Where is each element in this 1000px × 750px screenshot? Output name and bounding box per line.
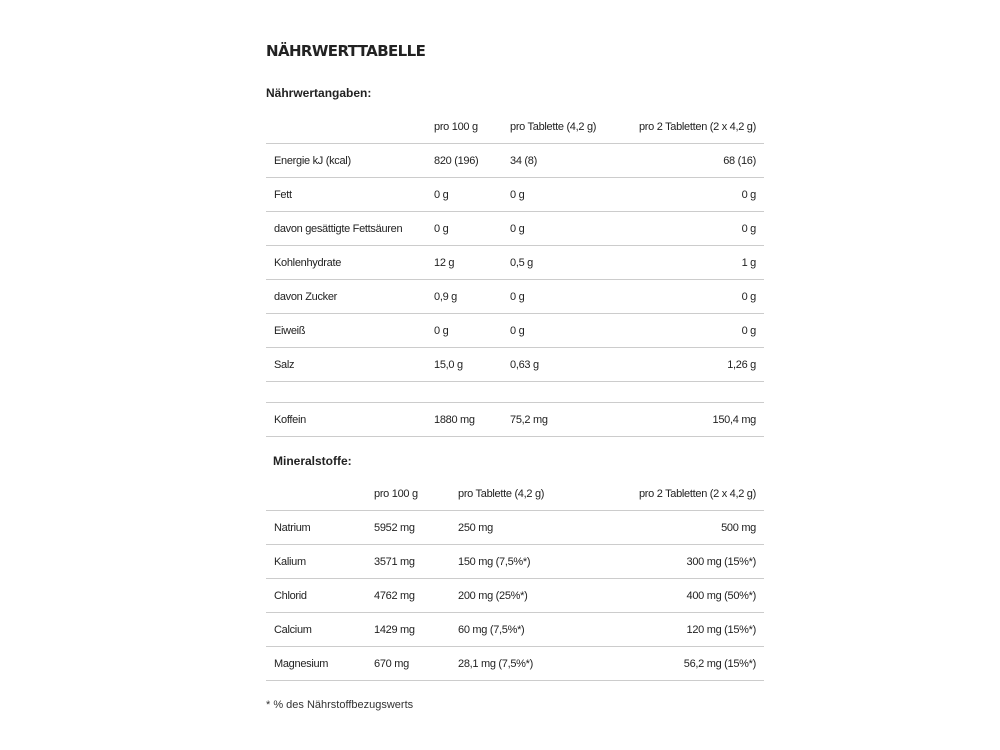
table-cell: 820 (196) — [426, 144, 502, 178]
table-row — [266, 314, 764, 348]
table-cell: 0 g — [618, 212, 764, 246]
table-cell: 300 mg (15%*) — [588, 545, 764, 579]
column-header: pro 100 g — [366, 477, 450, 511]
column-header: pro 2 Tabletten (2 x 4,2 g) — [618, 110, 764, 144]
table-cell: 56,2 mg (15%*) — [588, 647, 764, 681]
table-cell: 0,5 g — [502, 246, 618, 280]
table-cell: 4762 mg — [366, 579, 450, 613]
table-cell: 0 g — [502, 314, 618, 348]
column-header: pro Tablette (4,2 g) — [502, 110, 618, 144]
table-row — [266, 403, 764, 437]
table-row — [266, 545, 764, 579]
spacer-row — [266, 382, 764, 403]
table-cell: 0,9 g — [426, 280, 502, 314]
row-label: Energie kJ (kcal) — [266, 144, 426, 178]
table-cell: 0 g — [618, 178, 764, 212]
table-row — [266, 511, 764, 545]
footnote: * % des Nährstoffbezugswerts — [266, 699, 414, 711]
table-cell: 150,4 mg — [618, 403, 764, 437]
row-label: Natrium — [266, 511, 366, 545]
nutrition-table — [266, 110, 764, 437]
row-label: Kohlenhydrate — [266, 246, 426, 280]
table-cell: 12 g — [426, 246, 502, 280]
table-cell: 150 mg (7,5%*) — [450, 545, 588, 579]
table-cell: 120 mg (15%*) — [588, 613, 764, 647]
table-row — [266, 647, 764, 681]
table-row — [266, 348, 764, 382]
table-cell: 28,1 mg (7,5%*) — [450, 647, 588, 681]
table-cell: 0 g — [502, 212, 618, 246]
row-label: Magnesium — [266, 647, 366, 681]
table-row — [266, 144, 764, 178]
table-cell: 0 g — [502, 178, 618, 212]
column-header: pro 100 g — [426, 110, 502, 144]
table-cell: 60 mg (7,5%*) — [450, 613, 588, 647]
row-label: Calcium — [266, 613, 366, 647]
row-label: Salz — [266, 348, 426, 382]
table-cell: 15,0 g — [426, 348, 502, 382]
page-title: NÄHRWERTTABELLE — [266, 42, 426, 60]
row-label: Fett — [266, 178, 426, 212]
column-header: pro Tablette (4,2 g) — [450, 477, 588, 511]
row-label: davon Zucker — [266, 280, 426, 314]
table-cell: 1880 mg — [426, 403, 502, 437]
column-header — [266, 477, 366, 511]
column-header — [266, 110, 426, 144]
table-cell: 200 mg (25%*) — [450, 579, 588, 613]
table-row — [266, 280, 764, 314]
table-cell: 1429 mg — [366, 613, 450, 647]
table-cell: 1 g — [618, 246, 764, 280]
nutrition-heading: Nährwertangaben: — [266, 86, 372, 100]
minerals-header-row — [266, 477, 764, 511]
table-cell: 5952 mg — [366, 511, 450, 545]
row-label: Eiweiß — [266, 314, 426, 348]
table-cell: 250 mg — [450, 511, 588, 545]
table-row — [266, 212, 764, 246]
table-cell: 400 mg (50%*) — [588, 579, 764, 613]
table-cell: 34 (8) — [502, 144, 618, 178]
table-cell: 500 mg — [588, 511, 764, 545]
row-label: davon gesättigte Fettsäuren — [266, 212, 426, 246]
table-row — [266, 178, 764, 212]
row-label: Koffein — [266, 403, 426, 437]
table-cell: 1,26 g — [618, 348, 764, 382]
row-label: Chlorid — [266, 579, 366, 613]
minerals-table — [266, 477, 764, 681]
table-cell: 0 g — [618, 280, 764, 314]
table-cell: 68 (16) — [618, 144, 764, 178]
table-cell: 75,2 mg — [502, 403, 618, 437]
table-row — [266, 613, 764, 647]
table-cell: 0,63 g — [502, 348, 618, 382]
table-cell: 0 g — [426, 178, 502, 212]
column-header: pro 2 Tabletten (2 x 4,2 g) — [588, 477, 764, 511]
table-cell: 3571 mg — [366, 545, 450, 579]
table-row — [266, 246, 764, 280]
nutrition-header-row — [266, 110, 764, 144]
table-cell: 0 g — [426, 314, 502, 348]
table-cell: 0 g — [618, 314, 764, 348]
table-cell: 0 g — [502, 280, 618, 314]
table-cell: 670 mg — [366, 647, 450, 681]
minerals-heading: Mineralstoffe: — [273, 454, 352, 468]
table-cell: 0 g — [426, 212, 502, 246]
row-label: Kalium — [266, 545, 366, 579]
table-row — [266, 579, 764, 613]
